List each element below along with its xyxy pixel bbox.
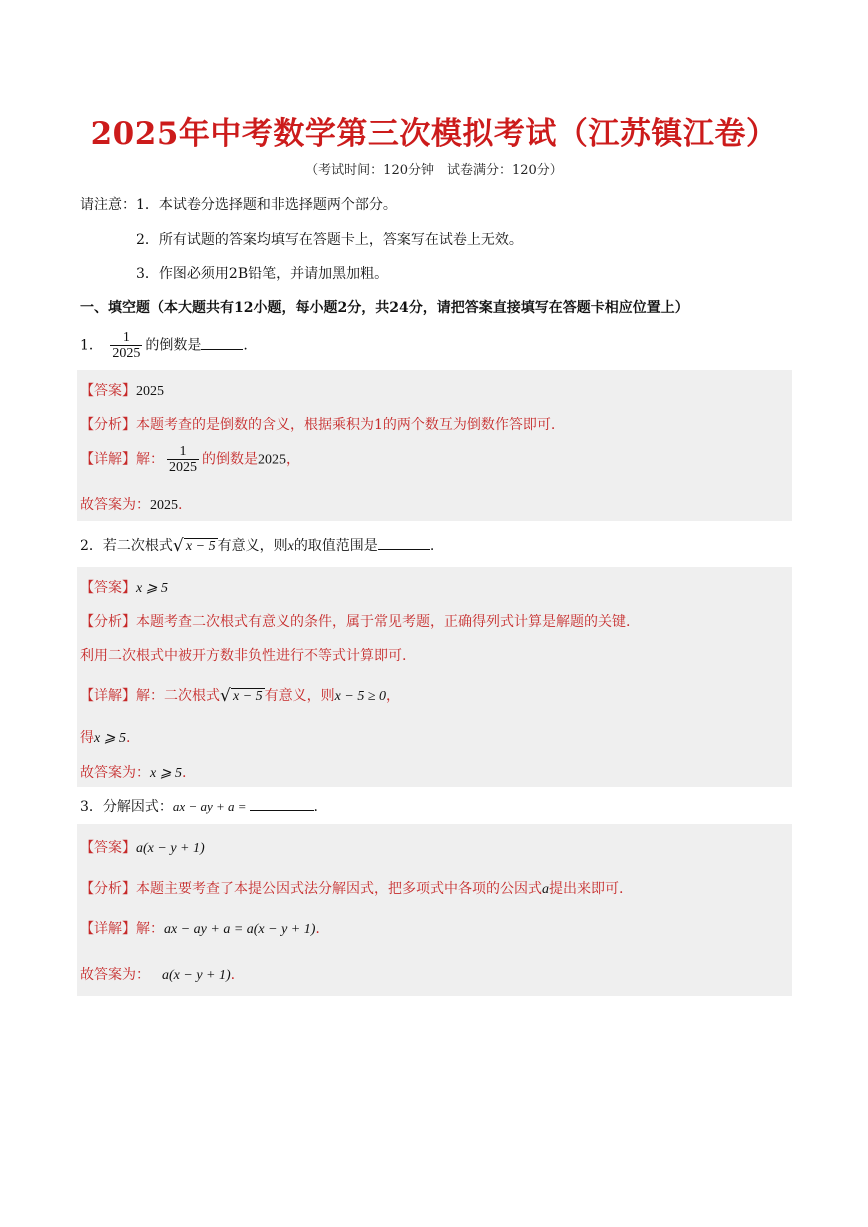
fraction xyxy=(110,330,142,361)
analysis-line xyxy=(80,611,630,631)
question-number: 2． xyxy=(80,538,103,554)
solution-box-2 xyxy=(77,567,792,787)
question-end: . xyxy=(313,799,318,815)
analysis-text: 本题考查二次根式有意义的条件，属于常见考题，正确得列式计算是解题的关键. xyxy=(136,614,631,630)
detail-line xyxy=(80,685,400,705)
notice-item: 1．本试卷分选择题和非选择题两个部分。 xyxy=(136,197,397,213)
answer-blank xyxy=(378,549,430,550)
page-title: 2025年中考数学第三次模拟考试（江苏镇江卷） xyxy=(90,116,778,152)
answer-value: x ⩾ 5 xyxy=(136,581,168,596)
conclusion-value: a(x − y + 1) xyxy=(162,968,231,983)
analysis-line xyxy=(80,414,555,434)
analysis-text: 本题主要考查了本提公因式法分解因式，把多项式中各项的公因式 xyxy=(136,881,542,897)
question-text: 的倒数是 xyxy=(145,337,202,354)
notice-label: 请注意： xyxy=(80,197,136,213)
question-text: 分解因式： xyxy=(102,799,173,815)
detail-line xyxy=(80,918,320,938)
analysis-tag: 【分析】 xyxy=(80,417,136,433)
question-text: 若二次根式 xyxy=(102,538,173,554)
answer-line xyxy=(80,380,164,400)
variable: x xyxy=(287,539,294,554)
question-2 xyxy=(80,535,434,555)
derive-value: x ⩾ 5 xyxy=(94,731,126,746)
conclusion-text: 故答案为： xyxy=(80,497,150,513)
analysis-text: 本题考查的是倒数的含义，根据乘积为1的两个数互为倒数作答即可. xyxy=(136,417,556,433)
derive-end: . xyxy=(125,730,131,746)
answer-line xyxy=(80,577,168,597)
detail-text: 解：二次根式 xyxy=(136,688,220,704)
conclusion-text: 故答案为： xyxy=(80,765,150,781)
analysis-line-2: 利用二次根式中被开方数非负性进行不等式计算即可. xyxy=(80,648,407,664)
answer-tag: 【答案】 xyxy=(80,840,136,856)
answer-tag: 【答案】 xyxy=(80,580,136,596)
detail-text: 解： xyxy=(136,451,164,468)
conclusion-end: . xyxy=(178,497,183,513)
answer-line xyxy=(80,837,205,857)
radicand: x − 5 xyxy=(233,689,263,704)
answer-blank xyxy=(201,349,243,350)
question-3 xyxy=(80,796,318,816)
conclusion-end: . xyxy=(181,765,187,781)
question-end: . xyxy=(429,538,435,554)
fraction-numerator: 1 xyxy=(110,330,142,346)
question-1 xyxy=(80,330,248,361)
conclusion-end: . xyxy=(230,967,236,983)
question-end: . xyxy=(243,337,248,354)
fraction-denominator: 2025 xyxy=(112,346,141,361)
answer-tag: 【答案】 xyxy=(80,383,136,399)
detail-tag: 【详解】 xyxy=(80,921,136,937)
conclusion-line xyxy=(80,762,186,782)
radical-expression xyxy=(222,689,265,705)
analysis-tag: 【分析】 xyxy=(80,881,136,897)
conclusion-value: 2025 xyxy=(150,498,178,513)
question-number: 3． xyxy=(80,799,103,815)
notice-item: 2．所有试题的答案均填写在答题卡上，答案写在试卷上无效。 xyxy=(136,232,523,248)
detail-end: . xyxy=(315,921,320,937)
detail-value: 2025 xyxy=(258,452,286,468)
conclusion-line xyxy=(80,964,235,984)
question-text: 的取值范围是 xyxy=(293,538,378,554)
detail-tag: 【详解】 xyxy=(80,451,136,468)
detail-tag: 【详解】 xyxy=(80,688,136,704)
exam-subtitle: （考试时间：120分钟 试卷满分：120分） xyxy=(305,163,563,178)
conclusion-text: 故答案为： xyxy=(80,967,150,983)
analysis-line xyxy=(80,878,623,898)
conclusion-value: x ⩾ 5 xyxy=(150,766,182,781)
variable: a xyxy=(542,882,549,897)
analysis-text: 提出来即可. xyxy=(549,881,624,897)
inequality: x − 5 ≥ 0 xyxy=(334,689,387,704)
detail-end: ， xyxy=(286,451,300,468)
answer-value: 2025 xyxy=(136,384,164,399)
fraction-denominator: 2025 xyxy=(169,460,197,475)
question-text: 有意义，则 xyxy=(217,538,288,554)
answer-blank xyxy=(250,810,314,811)
notice-item: 3．作图必须用2B铅笔，并请加黑加粗。 xyxy=(136,266,389,282)
conclusion-line xyxy=(80,494,182,514)
fraction-numerator: 1 xyxy=(167,444,199,460)
detail-text: 有意义，则 xyxy=(264,688,335,704)
notice-line-1 xyxy=(80,194,397,214)
answer-value: a(x − y + 1) xyxy=(136,841,205,856)
radicand: x − 5 xyxy=(185,539,216,554)
derive-text: 得 xyxy=(80,730,94,746)
analysis-tag: 【分析】 xyxy=(80,614,136,630)
detail-end: ， xyxy=(386,688,401,704)
detail-expression: ax − ay + a = a(x − y + 1) xyxy=(164,922,316,937)
expression: ax − ay + a = xyxy=(172,799,247,814)
detail-text: 的倒数是 xyxy=(202,451,258,468)
question-number: 1． xyxy=(80,337,103,354)
detail-line xyxy=(80,444,300,475)
radical-expression xyxy=(175,539,218,555)
fraction xyxy=(167,444,199,475)
section-heading: 一、填空题（本大题共有12小题，每小题2分，共24分，请把答案直接填写在答题卡相应位置上） xyxy=(80,300,689,316)
derive-line xyxy=(80,727,130,747)
detail-text: 解： xyxy=(136,921,164,937)
